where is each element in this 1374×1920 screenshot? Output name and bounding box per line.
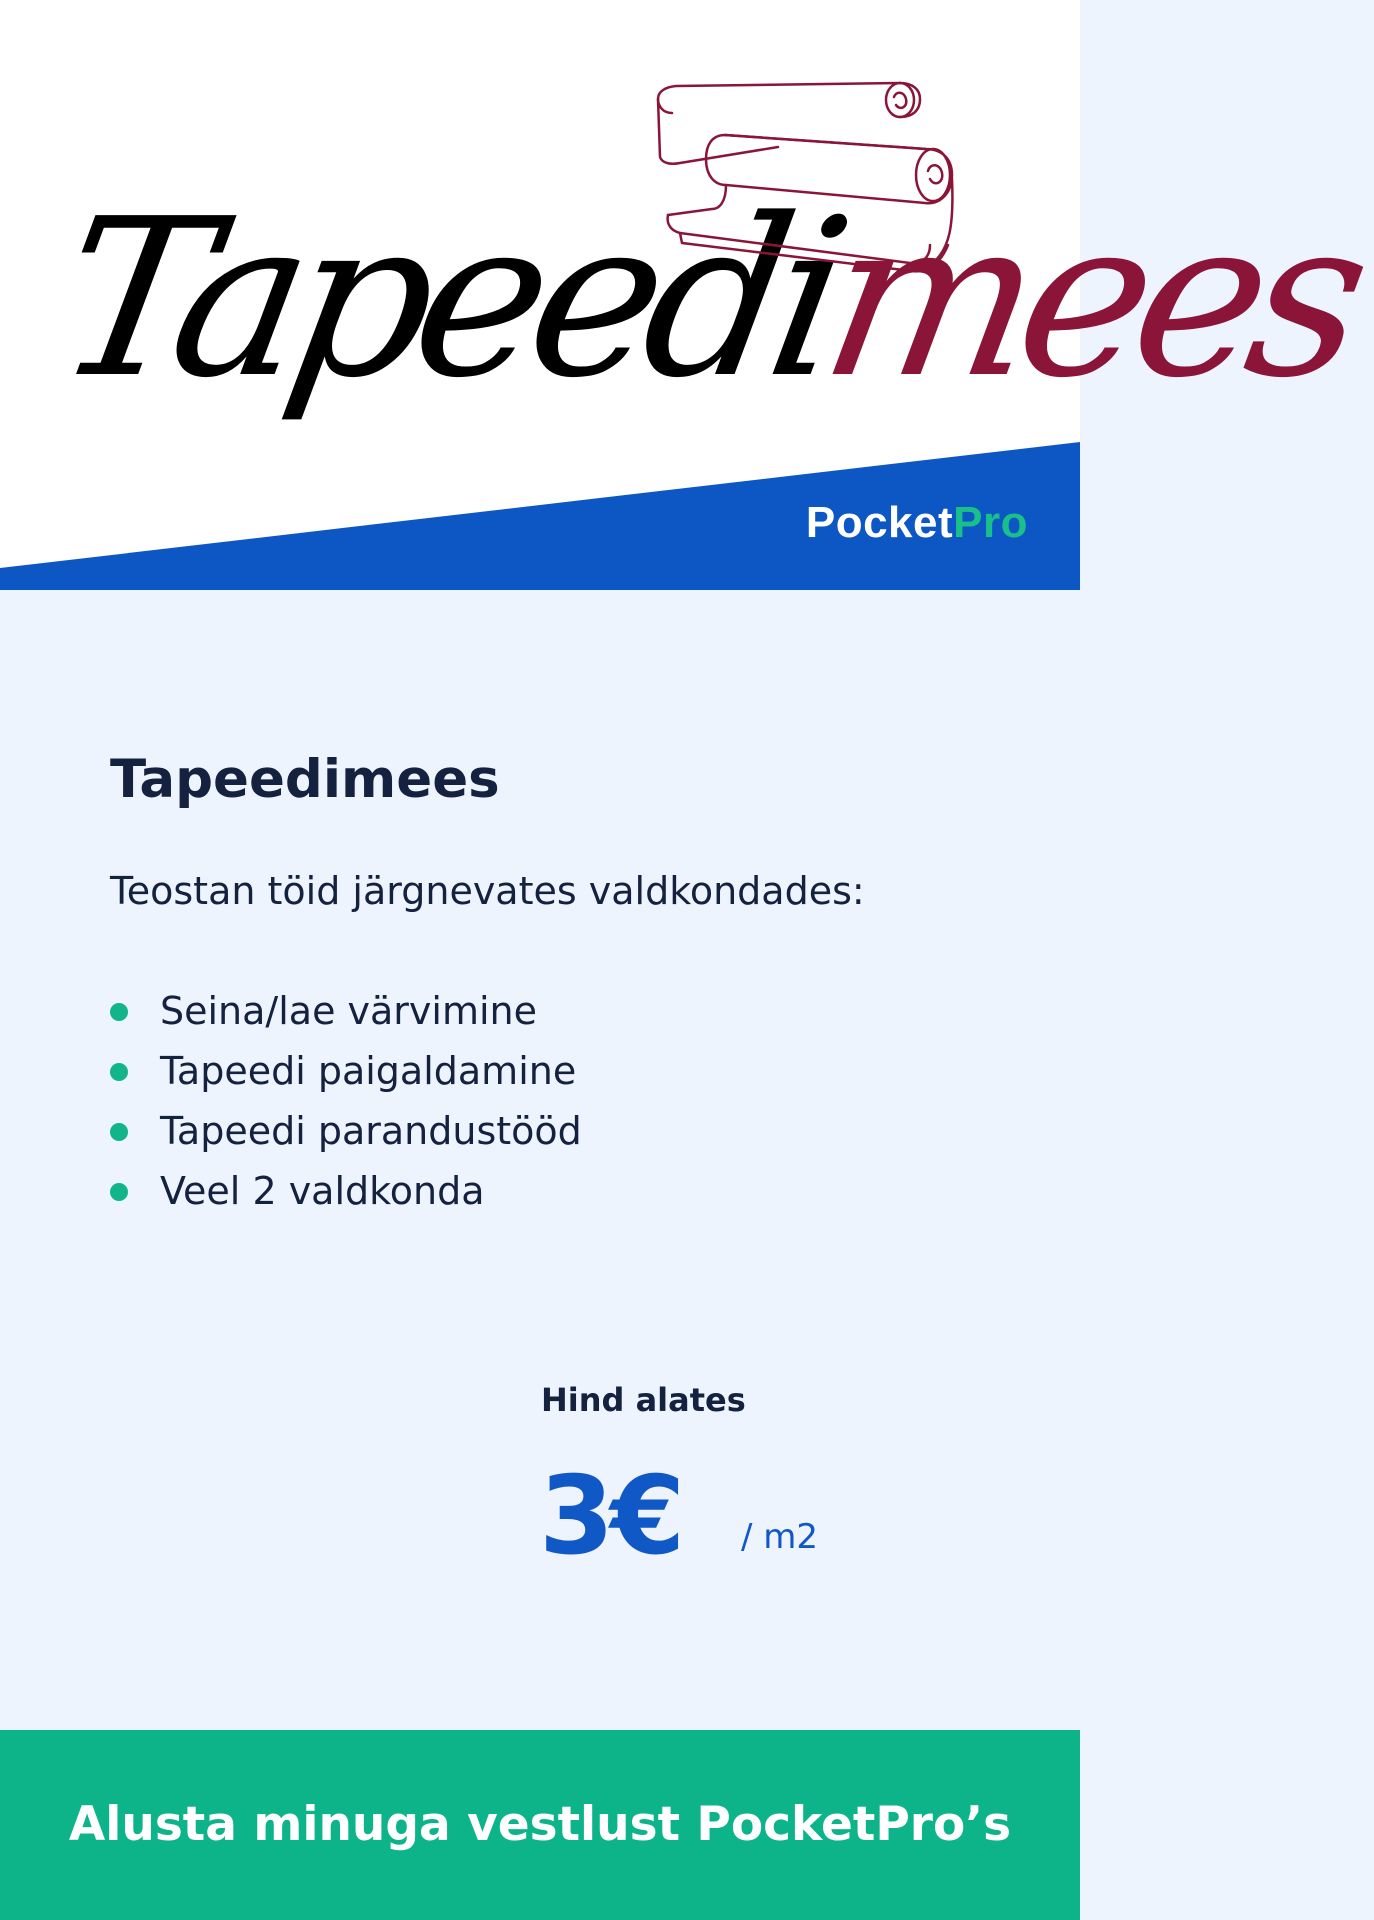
list-item — [110, 1161, 1010, 1221]
price-unit: / m2 — [741, 1517, 819, 1557]
price-label: Hind alates — [541, 1381, 746, 1419]
bullet-dot-icon — [110, 1183, 128, 1201]
pocketpro-logo-part-pocket: Pocket — [805, 498, 954, 547]
service-label: Tapeedi parandustööd — [160, 1109, 582, 1153]
service-label: Veel 2 valdkonda — [160, 1169, 485, 1213]
list-item — [110, 1041, 1010, 1101]
logo-word-mees: mees — [808, 173, 1374, 426]
bullet-dot-icon — [110, 1003, 128, 1021]
price-value: 3€ — [539, 1454, 682, 1579]
page-title: Tapeedimees — [110, 749, 500, 810]
header-banner — [0, 0, 1374, 590]
service-label: Tapeedi paigaldamine — [160, 1049, 577, 1093]
bullet-dot-icon — [110, 1063, 128, 1081]
start-chat-button[interactable]: Alusta minuga vestlust PocketPro’s — [0, 1730, 1080, 1920]
pocketpro-logo-part-pro: Pro — [953, 498, 1028, 547]
wallpaper-rolls-icon — [650, 75, 980, 275]
list-item — [110, 981, 1010, 1041]
logo-word-tapeedi: Tapeedi — [40, 173, 853, 426]
service-label: Seina/lae värvimine — [160, 989, 538, 1033]
service-details — [110, 740, 1010, 1221]
pocketpro-logo — [806, 498, 1028, 548]
services-list — [110, 981, 1010, 1221]
list-item — [110, 1101, 1010, 1161]
intro-text: Teostan töid järgnevates valdkondades: — [110, 869, 865, 913]
bullet-dot-icon — [110, 1123, 128, 1141]
